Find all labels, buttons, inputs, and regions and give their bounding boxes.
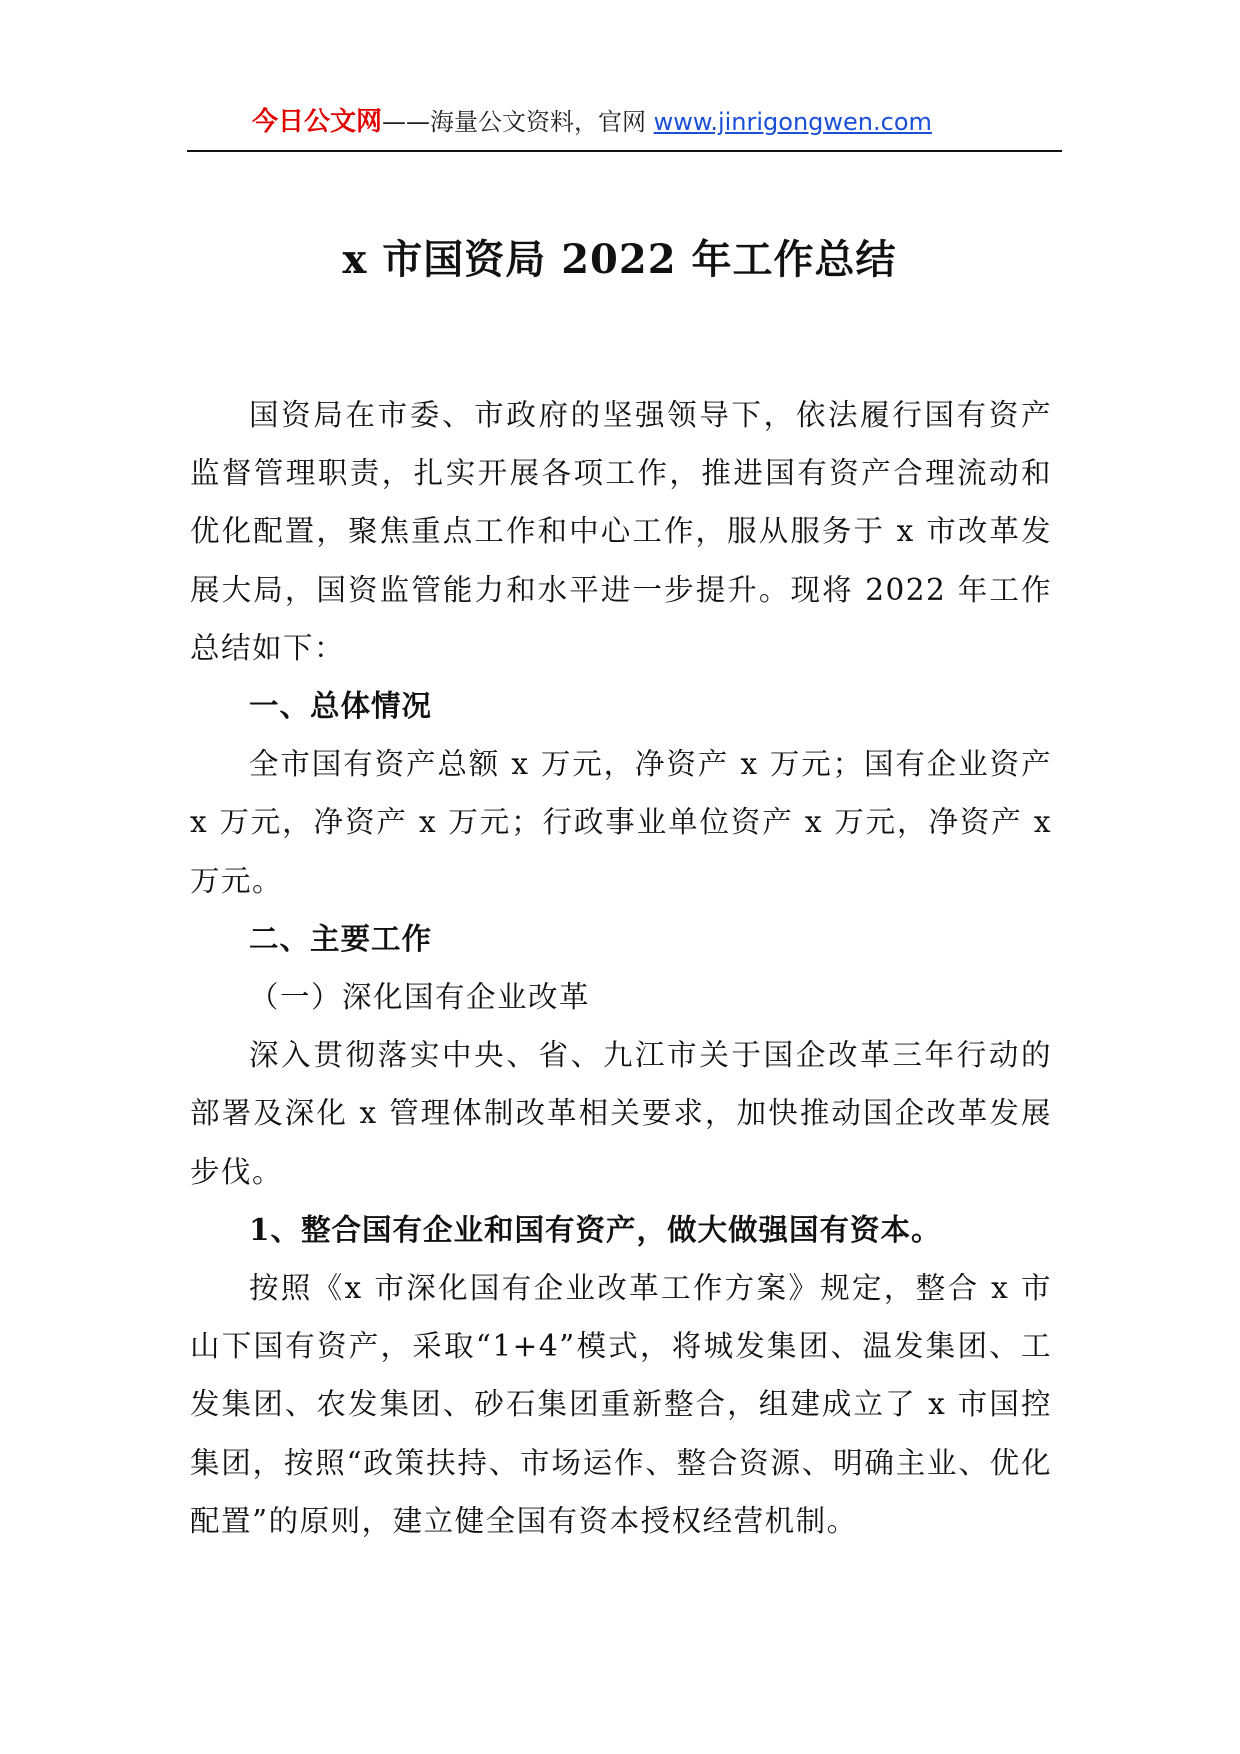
- subsection-heading-reform: （一）深化国有企业改革: [249, 980, 591, 1015]
- item-heading-integration: 1、整合国有企业和国有资产，做大做强国有资本。: [249, 1211, 942, 1247]
- intro-paragraph: 国资局在市委、市政府的坚强领导下，依法履行国有资产监督管理职责，扎实开展各项工作，推进国有资产合理流动和优化配置，聚焦重点工作和中心工作，服从服务于 x 市改革发展大局，国资监管能力和水平进一步提升。现将 2022 年工作总结如下：: [190, 398, 1052, 665]
- header-text: [252, 106, 932, 138]
- site-header: [187, 96, 1062, 152]
- site-brand[interactable]: 今日公文网: [252, 107, 383, 137]
- integration-paragraph: 按照《x 市深化国有企业改革工作方案》规定，整合 x 市山下国有资产，采取“1+4”模式，将城发集团、温发集团、工发集团、农发集团、砂石集团重新整合，组建成立了 x 市国控集团，按照“政策扶持、市场运作、整合资源、明确主业、优化配置”的原则，建立健全国有资本授权经营机制。: [190, 1271, 1052, 1538]
- document-title: x 市国资局 2022 年工作总结: [342, 236, 897, 283]
- site-tagline: ——海量公文资料，官网: [382, 108, 654, 136]
- site-url-link[interactable]: www.jinrigongwen.com: [653, 108, 932, 136]
- document-body: [190, 386, 1052, 1550]
- overview-paragraph: 全市国有资产总额 x 万元，净资产 x 万元；国有企业资产 x 万元，净资产 x 万元；行政事业单位资产 x 万元，净资产 x 万元。: [190, 747, 1052, 898]
- reform-paragraph: 深入贯彻落实中央、省、九江市关于国企改革三年行动的部署及深化 x 管理体制改革相关要求，加快推动国企改革发展步伐。: [190, 1038, 1052, 1189]
- section-heading-main-work: 二、主要工作: [249, 921, 433, 956]
- section-heading-overview: 一、总体情况: [249, 689, 433, 724]
- header-divider: [187, 150, 1062, 152]
